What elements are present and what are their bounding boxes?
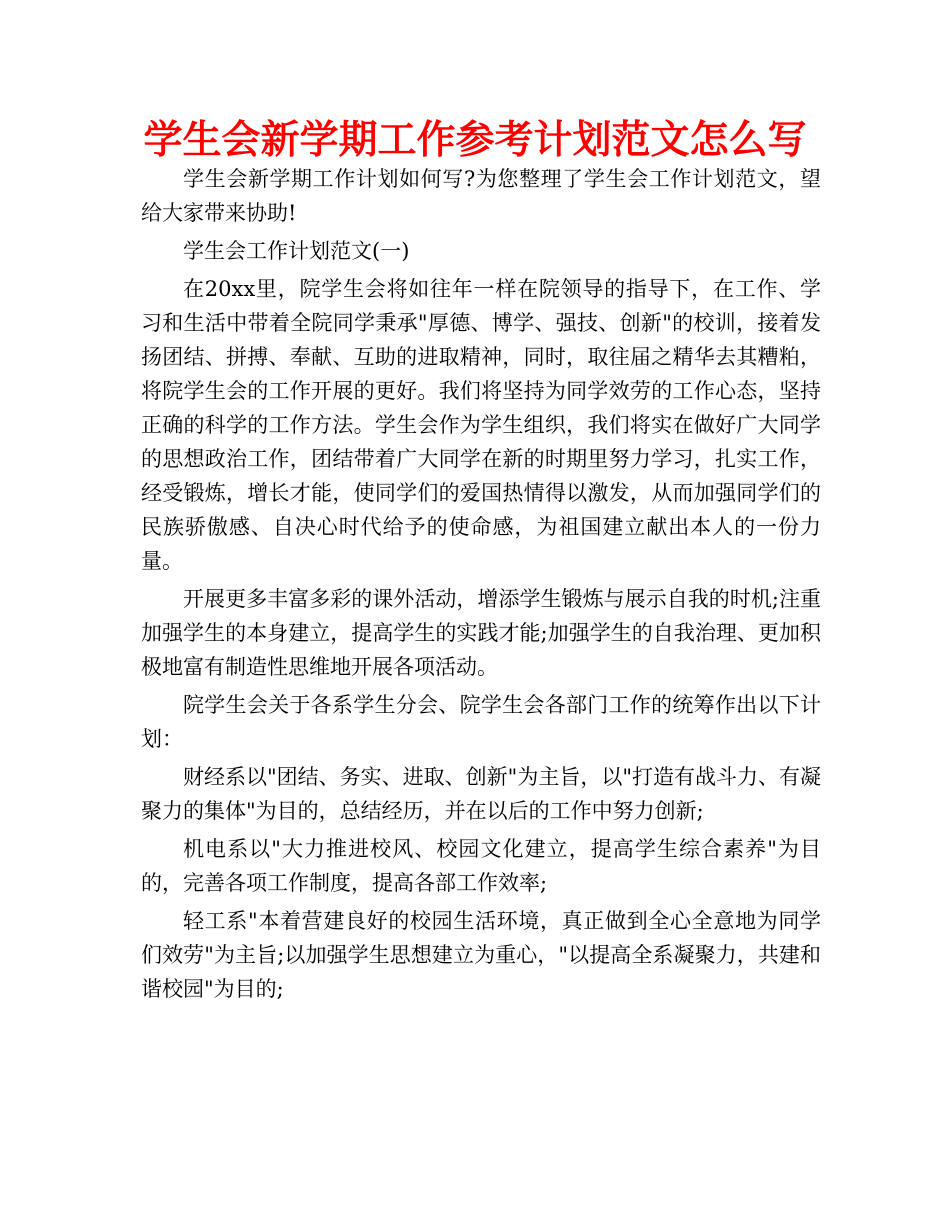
paragraph-finance-dept: 财经系以"团结、务实、进取、创新"为主旨，以"打造有战斗力、有凝聚力的集体"为目的，总结经历，并在以后的工作中努力创新; — [141, 765, 821, 823]
document-body — [141, 162, 821, 1010]
paragraph-mechatronics-dept: 机电系以"大力推进校风、校园文化建立，提高学生综合素养"为目的，完善各项工作制度，提高各部工作效率; — [141, 837, 821, 895]
paragraph-overview: 在20xx里，院学生会将如往年一样在院领导的指导下，在工作、学习和生活中带着全院同学秉承"厚德、博学、强技、创新"的校训，接着发扬团结、拼搏、奉献、互助的进取精神，同时，取往届之精华去其糟粕，将院学生会的工作开展的更好。我们将坚持为同学效劳的工作心态，坚持正确的科学的工作方法。学生会作为学生组织，我们将实在做好广大同学的思想政治工作，团结带着广大同学在新的时期里努力学习，扎实工作，经受锻炼，增长才能，使同学们的爱国热情得以激发，从而加强同学们的民族骄傲感、自决心时代给予的使命感，为祖国建立献出本人的一份力量。 — [141, 277, 821, 573]
paragraph-activities: 开展更多丰富多彩的课外活动，增添学生锻炼与展示自我的时机;注重加强学生的本身建立，提高学生的实践才能;加强学生的自我治理、更加积极地富有制造性思维地开展各项活动。 — [141, 587, 821, 679]
document-title: 学生会新学期工作参考计划范文怎么写 — [143, 118, 807, 163]
paragraph-light-industry-dept: 轻工系"本着营建良好的校园生活环境，真正做到全心全意地为同学们效劳"为主旨;以加强学生思想建立为重心，"以提高全系凝聚力，共建和谐校园"为目的; — [141, 909, 821, 1001]
paragraph-subtitle: 学生会工作计划范文(一) — [183, 239, 410, 263]
paragraph-intro: 学生会新学期工作计划如何写?为您整理了学生会工作计划范文，望给大家带来协助! — [141, 167, 821, 225]
paragraph-plan-intro: 院学生会关于各系学生分会、院学生会各部门工作的统筹作出以下计划： — [141, 693, 821, 751]
